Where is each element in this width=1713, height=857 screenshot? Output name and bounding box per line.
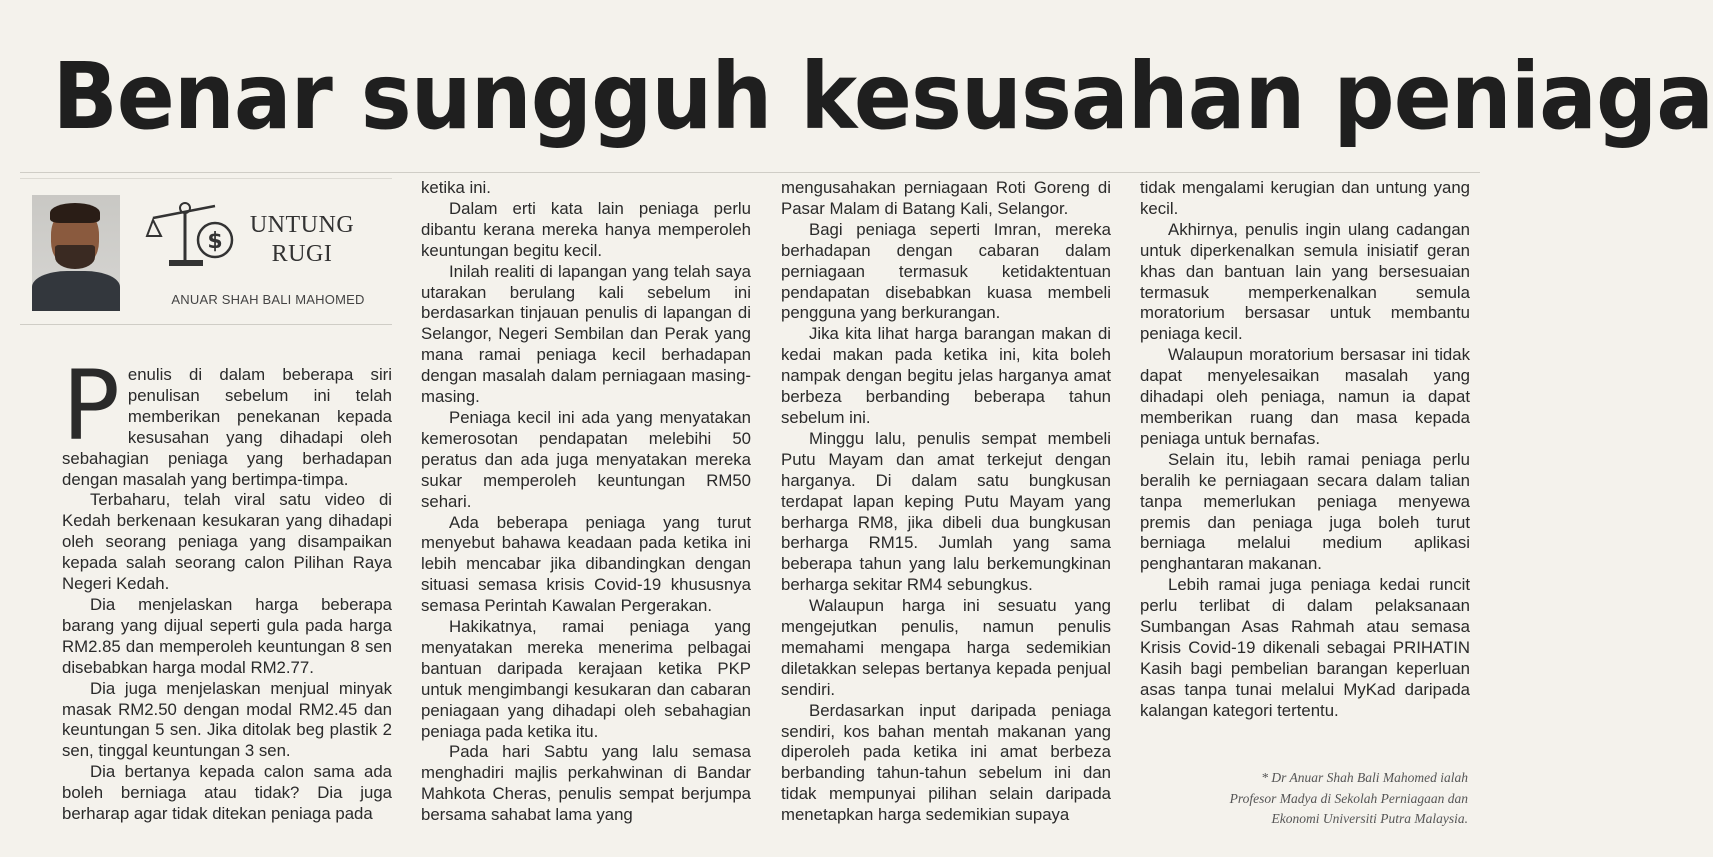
headline: Benar sungguh kesusahan peniaga — [52, 43, 1713, 150]
paragraph: mengusahakan perniagaan Roti Goreng di Pasar Malam di Batang Kali, Selangor. — [781, 178, 1111, 218]
paragraph: tidak mengalami kerugian dan untung yang kecil. — [1140, 178, 1470, 218]
column-name-line1: UNTUNG — [249, 212, 355, 238]
byline-bottom-rule — [20, 324, 392, 325]
paragraph: Dia bertanya kepada calon sama ada boleh berniaga atau tidak? Dia juga berharap agar tidak ditekan peniaga pada — [62, 762, 392, 824]
paragraph: Akhirnya, penulis ingin ulang cadangan untuk diperkenalkan semula inisiatif geran khas dan bantuan lain yang bersesuaian termasuk memperkenalkan semula moratorium bersasar untuk membantu peniaga kecil. — [1140, 219, 1470, 344]
author-photo — [32, 195, 120, 305]
article-column-4 — [1140, 178, 1470, 722]
column-name — [242, 211, 362, 269]
paragraph: Hakikatnya, ramai peniaga yang menyatakan mereka menerima pelbagai bantuan daripada kerajaan ketika PKP untuk mengimbangi kesukaran dan cabaran peniagaan yang dihadapi oleh sebahagian peniaga pada ketika itu. — [421, 617, 751, 741]
paragraph: Inilah realiti di lapangan yang telah saya utarakan berulang kali sebelum ini berdasarkan tinjauan penulis di lapangan di Selangor, Negeri Sembilan dan Perak yang mana ramai peniaga kecil berhadapan dengan masalah dalam perniagaan masing-masing. — [421, 261, 751, 407]
paragraph: Ada beberapa peniaga yang turut menyebut bahawa keadaan pada ketika ini lebih mencabar jika dibandingkan dengan situasi semasa krisis Covid-19 khususnya semasa Perintah Kawalan Pergerakan. — [421, 512, 751, 616]
paragraph: Dia juga menjelaskan menjual minyak masak RM2.50 dengan modal RM2.45 dan keuntungan 5 sen. Jika ditolak beg plastik 2 sen, tinggal keuntungan 3 sen. — [62, 678, 392, 761]
paragraph: Dia menjelaskan harga beberapa barang yang dijual seperti gula pada harga RM2.85 dan memperoleh keuntungan 8 sen disebabkan harga modal RM2.77. — [62, 594, 392, 677]
footnote-line: * Dr Anuar Shah Bali Mahomed ialah — [1261, 770, 1468, 785]
paragraph: Bagi peniaga seperti Imran, mereka berhadapan dengan cabaran dalam perniagaan termasuk ketidaktentuan pendapatan disebabkan kuasa membeli pengguna yang berkurangan. — [781, 219, 1111, 323]
paragraph: Jika kita lihat harga barangan makan di kedai makan pada ketika ini, kita boleh nampak dengan begitu jelas harganya amat berbeza berbanding beberapa tahun sebelum ini. — [781, 324, 1111, 427]
paragraph: Pada hari Sabtu yang lalu semasa menghadiri majlis perkahwinan di Bandar Mahkota Cheras, penulis sempat berjumpa bersama sahabat lama yang — [421, 742, 751, 825]
article-column-2 — [421, 178, 751, 826]
article-column-3 — [781, 178, 1111, 826]
paragraph: Selain itu, lebih ramai peniaga perlu beralih ke perniagaan secara dalam talian tanpa memerlukan peniaga menyewa premis dan peniaga juga boleh turut berniaga melalui medium aplikasi penghantaran makanan. — [1140, 449, 1470, 574]
paragraph: Dalam erti kata lain peniaga perlu dibantu kerana mereka hanya memperoleh keuntungan begitu kecil. — [421, 198, 751, 260]
paragraph: Penulis di dalam beberapa siri penulisan sebelum ini telah memberikan penekanan kepada kesusahan yang dihadapi oleh sebahagian peniaga yang berhadapan dengan masalah yang bertimpa-timpa. — [62, 350, 392, 489]
author-name: ANUAR SHAH BALI MAHOMED — [171, 292, 365, 307]
paragraph: Terbaharu, telah viral satu video di Kedah berkenaan kesukaran yang dihadapi oleh seorang peniaga yang disampaikan kepada salah seorang calon Pilihan Raya Negeri Kedah. — [62, 490, 392, 594]
byline-top-rule — [20, 178, 392, 179]
paragraph: Berdasarkan input daripada peniaga sendiri, kos bahan mentah makanan yang diperoleh pada ketika ini amat berbeza berbanding tahun-tahun sebelum ini dan tidak mempunyai pilihan selain daripada menetapkan harga sedemikian supaya — [781, 700, 1111, 825]
drop-cap: P — [62, 350, 120, 462]
paragraph: Walaupun moratorium bersasar ini tidak dapat menyelesaikan masalah yang dihadapi oleh peniaga, namun ia dapat memberikan ruang dan masa kepada peniaga untuk bernafas. — [1140, 345, 1470, 448]
balance-scale-icon — [145, 192, 235, 274]
paragraph: Peniaga kecil ini ada yang menyatakan kemerosotan pendapatan melebihi 50 peratus dan ada juga menyatakan mereka sukar memperoleh keuntungan RM50 sehari. — [421, 407, 751, 511]
header-divider — [20, 172, 1480, 173]
column-name-line2: RUGI — [271, 241, 333, 267]
article-column-1 — [62, 350, 392, 825]
column-byline-box — [20, 178, 392, 326]
footnote-line: Profesor Madya di Sekolah Perniagaan dan — [1229, 790, 1468, 806]
paragraph: Minggu lalu, penulis sempat membeli Putu Mayam dan amat terkejut dengan harganya. Di dalam satu bungkusan terdapat lapan keping Putu Mayam yang berharga RM8, jika dibeli dua bungkusan berharga RM15. Jumlah yang sama beberapa tahun yang lalu berkemungkinan berharga sekitar RM4 sebungkus. — [781, 428, 1111, 595]
footnote-line: Ekonomi Universiti Putra Malaysia. — [1271, 811, 1468, 826]
paragraph: Lebih ramai juga peniaga kedai runcit perlu terlibat di dalam pelaksanaan Sumbangan Asas Rahmah atau semasa Krisis Covid-19 dikenali sebagai PRIHATIN Kasih bagi pembelian barangan keperluan asas tanpa tunai melalui MyKad daripada kalangan kategori tertentu. — [1140, 575, 1470, 720]
paragraph: ketika ini. — [421, 178, 491, 197]
author-footnote — [1130, 768, 1468, 830]
svg-text:$: $ — [207, 229, 223, 254]
paragraph: Walaupun harga ini sesuatu yang mengejutkan penulis, namun penulis memahami mengapa harga sedemikian diletakkan selepas bertanya kepada penjual sendiri. — [781, 596, 1111, 699]
